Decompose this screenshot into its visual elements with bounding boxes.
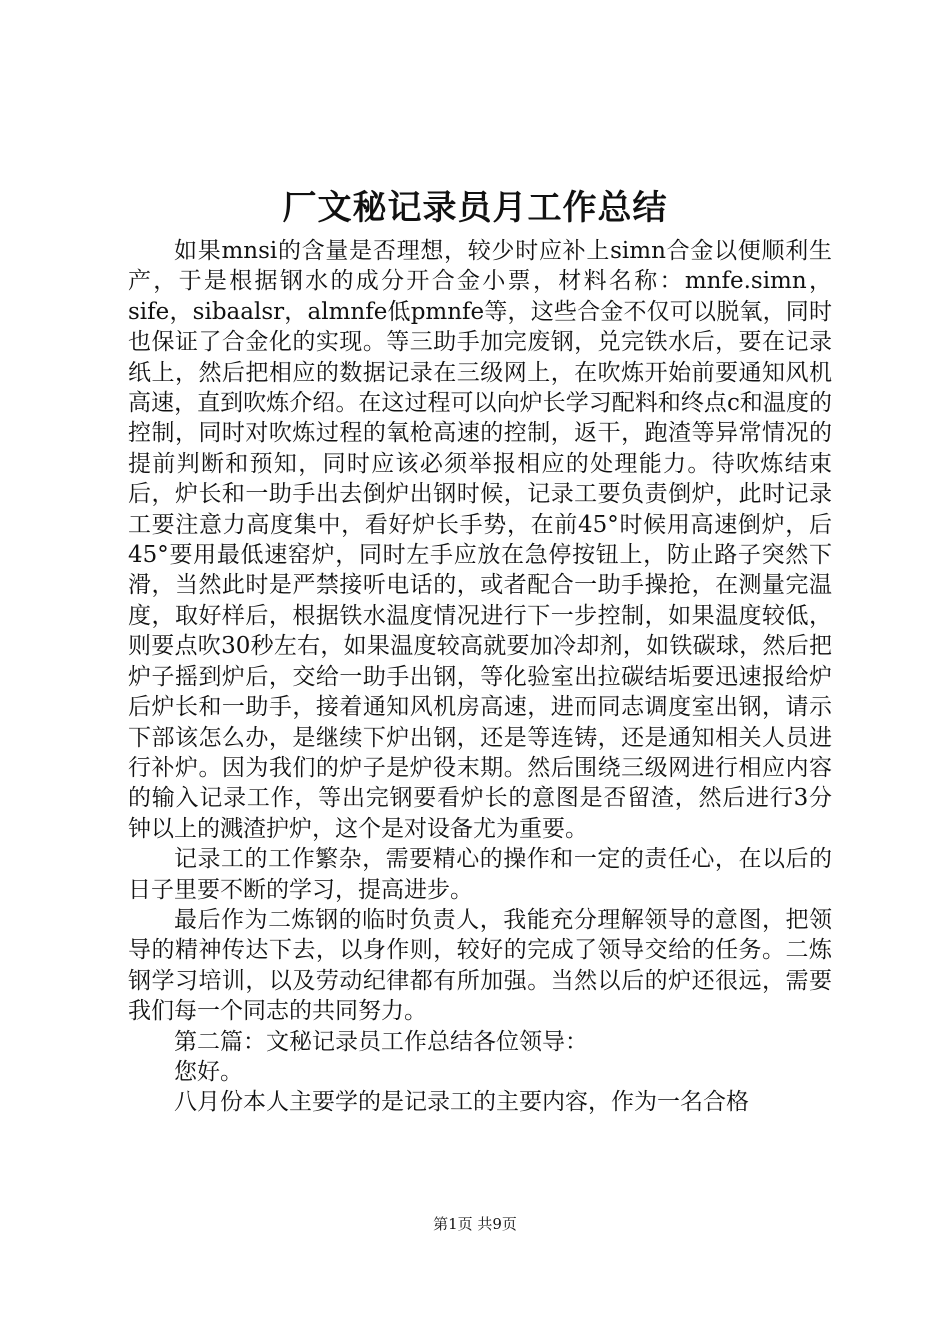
paragraph: 八月份本人主要学的是记录工的主要内容，作为一名合格 [174,1089,749,1116]
paragraph: 最后作为二炼钢的临时负责人，我能充分理解领导的意图，把领导的精神传达下去，以身作则，较好的完成了领导交给的任务。二炼钢学习培训，以及劳动纪律都有所加强。当然以后的炉还很远，需要我们每一个同志的共同努力。 [128,906,832,1025]
page-footer: 第1页 共9页 [433,1215,517,1233]
document-body [128,236,832,1118]
paragraph: 记录工的工作繁杂，需要精心的操作和一定的责任心，在以后的日子里要不断的学习，提高进步。 [128,846,832,903]
paragraph: 如果mnsi的含量是否理想，较少时应补上simn合金以便顺利生产，于是根据钢水的成分开合金小票，材料名称：mnfe.simn，sife，sibaalsr，almnfe低pmnfe等，这些合金不仅可以脱氧，同时也保证了合金化的实现。等三助手加完废钢，兑完铁水后，要在记录纸上，然后把相应的数据记录在三级网上，在吹炼开始前要通知风机高速，直到吹炼介绍。在这过程可以向炉长学习配料和终点c和温度的控制，同时对吹炼过程的氧枪高速的控制，返干，跑渣等异常情况的提前判断和预知，同时应该必须举报相应的处理能力。待吹炼结束后，炉长和一助手出去倒炉出钢时候，记录工要负责倒炉，此时记录工要注意力高度集中，看好炉长手势，在前45°时候用高速倒炉，后45°要用最低速窑炉，同时左手应放在急停按钮上，防止路子突然下滑，当然此时是严禁接听电话的，或者配合一助手操抢，在测量完温度，取好样后，根据铁水温度情况进行下一步控制，如果温度较低，则要点吹30秒左右，如果温度较高就要加冷却剂，如铁碳球，然后把炉子摇到炉后，交给一助手出钢，等化验室出拉碳结垢要迅速报给炉后炉长和一助手，接着通知风机房高速，进而同志调度室出钢，请示下部该怎么办，是继续下炉出钢，还是等连铸，还是通知相关人员进行补炉。因为我们的炉子是炉役末期。然后围绕三级网进行相应内容的输入记录工作，等出完钢要看炉长的意图是否留渣，然后进行3分钟以上的溅渣护炉，这个是对设备尤为重要。 [128,238,832,842]
document-title: 厂文秘记录员月工作总结 [282,188,668,228]
paragraph: 您好。 [174,1058,243,1085]
paragraph: 第二篇：文秘记录员工作总结各位领导： [174,1028,588,1055]
